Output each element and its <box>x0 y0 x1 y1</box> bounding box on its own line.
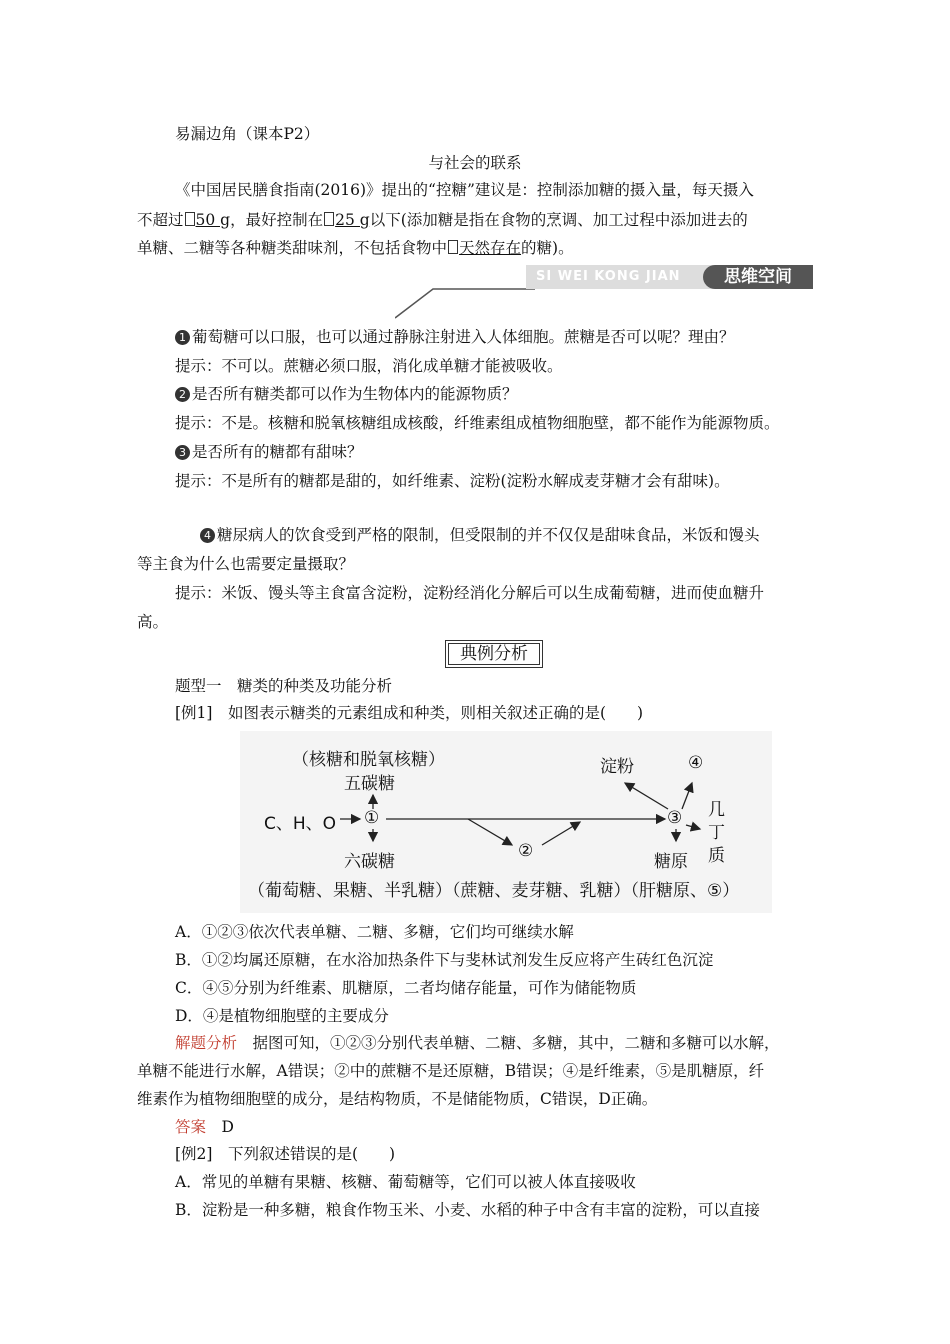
question-text: 是否所有的糖都有甜味？ <box>192 443 363 461</box>
hint-2: 提示：不是。核糖和脱氧核糖组成核酸，纤维素组成植物细胞壁，都不能作为能源物质。 <box>175 414 780 432</box>
question-text: 糖尿病人的饮食受到严格的限制，但受限制的并不仅仅是甜味食品，米饭和馒头 <box>217 526 760 544</box>
option-a: A．①②③依次代表单糖、二糖、多糖，它们均可继续水解 <box>175 923 574 941</box>
hint-1: 提示：不可以。蔗糖必须口服，消化成单糖才能被吸收。 <box>175 357 563 375</box>
analysis-line3: 维素作为植物细胞壁的成分，是结构物质，不是储能物质，C错误，D正确。 <box>137 1090 658 1108</box>
example-2-stem: [例2] 下列叙述错误的是( ) <box>175 1145 396 1163</box>
answer-50g: 50 g <box>195 211 231 229</box>
text-span: 单糖、二糖等各种糖类甜味剂，不包括食物中 <box>137 239 448 257</box>
answer-natural: 天然存在 <box>459 239 522 257</box>
option-c: C．④⑤分别为纤维素、肌糖原，二者均储存能量，可作为储能物质 <box>175 979 637 997</box>
banner-cn: 思维空间 <box>703 265 813 289</box>
number-4-icon: 4 <box>200 528 215 543</box>
example-2-option-b: B．淀粉是一种多糖，粮食作物玉米、小麦、水稻的种子中含有丰富的淀粉，可以直接 <box>175 1201 760 1219</box>
ribose-label: （核糖和脱氧核糖） <box>292 750 445 770</box>
analysis-line2: 单糖不能进行水解，A错误；②中的蔗糖不是还原糖，B错误；④是纤维素，⑤是肌糖原，纤 <box>137 1062 765 1080</box>
circle-2: ② <box>518 841 534 861</box>
para1-line2 <box>137 210 748 230</box>
answer-label: 答案 <box>175 1118 207 1136</box>
answer-value: D <box>206 1118 234 1136</box>
blank-box-icon <box>324 212 334 226</box>
examples-row: （葡萄糖、果糖、半乳糖）（蔗糖、麦芽糖、乳糖）（肝糖原、⑤） <box>248 881 740 901</box>
question-3 <box>175 442 363 462</box>
para1-line3 <box>137 238 574 258</box>
circle-3: ③ <box>667 808 683 828</box>
question-text: 葡萄糖可以口服，也可以通过静脉注射进入人体细胞。蔗糖是否可以呢？理由？ <box>192 328 735 346</box>
blank-box-icon <box>185 212 195 226</box>
question-1 <box>175 327 735 347</box>
chitin-char-3: 质 <box>708 846 725 866</box>
starch-label: 淀粉 <box>600 757 634 777</box>
answer-25g: 25 g <box>335 211 370 229</box>
number-2-icon: 2 <box>175 387 190 402</box>
hint-4-line2: 高。 <box>137 613 169 631</box>
section-title <box>445 640 543 668</box>
question-4 <box>200 525 760 545</box>
para1-line1: 《中国居民膳食指南(2016)》提出的“控糖”建议是：控制添加糖的摄入量，每天摄入 <box>175 181 754 199</box>
text-span: 不超过 <box>137 211 184 229</box>
text-span: 以下(添加糖是指在食物的烹调、加工过程中添加进去的 <box>369 211 748 229</box>
section-label: 易漏边角（课本P2） <box>175 125 320 143</box>
text-span: ，最好控制在 <box>230 211 324 229</box>
analysis-label: 解题分析 <box>175 1034 238 1052</box>
glycogen-label: 糖原 <box>654 852 688 872</box>
thinking-space-banner <box>526 265 813 289</box>
example-1-stem: [例1] 如图表示糖类的元素组成和种类，则相关叙述正确的是( ) <box>175 704 644 722</box>
subtitle: 与社会的联系 <box>428 154 522 172</box>
chitin-char-1: 几 <box>708 800 725 820</box>
banner-en: SI WEI KONG JIAN <box>536 269 681 284</box>
analysis-line1 <box>175 1033 780 1053</box>
question-4-line2: 等主食为什么也需要定量摄取？ <box>137 555 355 573</box>
question-text: 是否所有糖类都可以作为生物体内的能源物质？ <box>192 385 518 403</box>
analysis-text: 据图可知，①②③分别代表单糖、二糖、多糖，其中，二糖和多糖可以水解， <box>237 1034 780 1052</box>
section-title-frame <box>448 643 540 665</box>
banner-line <box>395 288 535 320</box>
hint-4: 提示：米饭、馒头等主食富含淀粉，淀粉经消化分解后可以生成葡萄糖，进而使血糖升 <box>175 584 765 602</box>
section-title-text: 典例分析 <box>460 644 528 664</box>
blank-box-icon <box>448 240 458 254</box>
sugar-classification-diagram <box>240 731 772 913</box>
text-span: 的糖)。 <box>521 239 574 257</box>
chitin-char-2: 丁 <box>708 823 725 843</box>
option-d: D．④是植物细胞壁的主要成分 <box>175 1007 389 1025</box>
answer-line <box>175 1117 234 1137</box>
option-b: B．①②均属还原糖，在水浴加热条件下与斐林试剂发生反应将产生砖红色沉淀 <box>175 951 714 969</box>
circle-1: ① <box>364 808 380 828</box>
pentose-label: 五碳糖 <box>344 774 395 794</box>
circle-4: ④ <box>688 753 704 773</box>
number-3-icon: 3 <box>175 445 190 460</box>
question-2 <box>175 384 518 404</box>
hint-3: 提示：不是所有的糖都是甜的，如纤维素、淀粉(淀粉水解成麦芽糖才会有甜味)。 <box>175 472 730 490</box>
elements-label: C、H、O <box>264 814 337 834</box>
example-2-option-a: A．常见的单糖有果糖、核糖、葡萄糖等，它们可以被人体直接吸收 <box>175 1173 636 1191</box>
hexose-label: 六碳糖 <box>344 852 395 872</box>
number-1-icon: 1 <box>175 330 190 345</box>
type-heading: 题型一 糖类的种类及功能分析 <box>175 677 393 695</box>
